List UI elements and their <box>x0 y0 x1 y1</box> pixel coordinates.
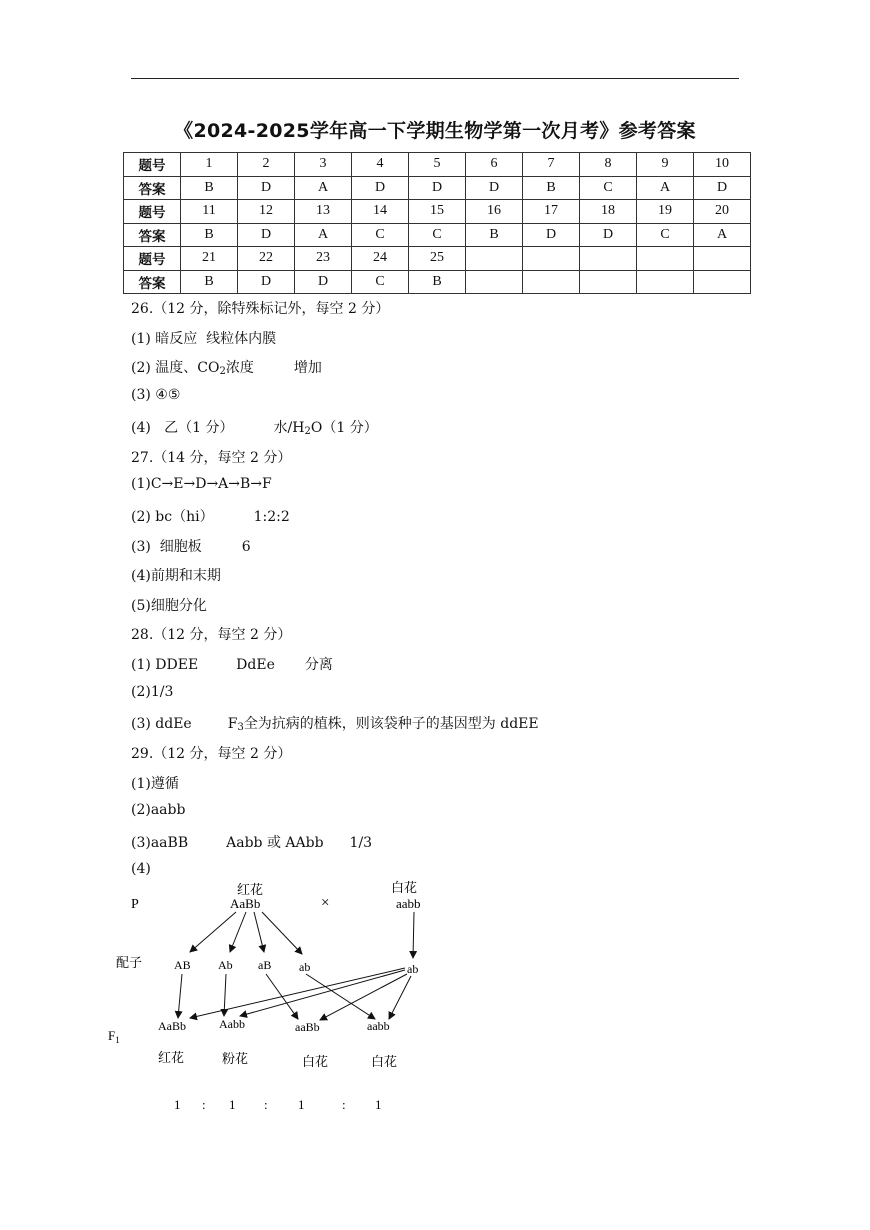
gamete-ab-parent2: ab <box>407 962 419 976</box>
question-number-cell: 3 <box>295 153 352 177</box>
genetic-cross-diagram <box>0 870 870 1130</box>
answer-cell <box>637 270 694 294</box>
question-number-cell: 16 <box>466 200 523 224</box>
ratio-3: 1 <box>298 1097 305 1112</box>
phenotype-white-2: 白花 <box>371 1054 398 1069</box>
question-number-cell: 12 <box>238 200 295 224</box>
q27-answer-5: (5)细胞分化 <box>131 598 207 614</box>
q29-answer-3: (3)aaBB Aabb 或 AAbb 1/3 <box>131 835 373 851</box>
answer-cell: B <box>181 223 238 247</box>
p-label: P <box>131 897 139 912</box>
answer-cell: D <box>466 176 523 200</box>
offspring-AaBb: AaBb <box>158 1019 186 1033</box>
q28-answer-2: (2)1/3 <box>131 684 174 700</box>
question-number-cell: 9 <box>637 153 694 177</box>
question-number-row <box>124 153 751 177</box>
answer-cell: B <box>466 223 523 247</box>
answer-cell <box>523 270 580 294</box>
red-flower-label: 红花 <box>237 882 264 897</box>
f1-label: $F_1$ <box>108 1028 120 1045</box>
answer-cell: C <box>409 223 466 247</box>
question-number-cell: 5 <box>409 153 466 177</box>
answer-cell: C <box>352 223 409 247</box>
answer-cell: D <box>238 270 295 294</box>
ratio-colon-3: : <box>342 1097 346 1112</box>
phenotype-white-1: 白花 <box>302 1054 329 1069</box>
question-number-cell: 17 <box>523 200 580 224</box>
ratio-4: 1 <box>375 1097 382 1112</box>
answer-table <box>123 152 751 294</box>
question-number-cell: 20 <box>694 200 751 224</box>
question-number-cell: 23 <box>295 247 352 271</box>
question-number-cell: 22 <box>238 247 295 271</box>
question-number-row <box>124 200 751 224</box>
answer-cell: D <box>352 176 409 200</box>
answer-cell: B <box>181 176 238 200</box>
row-header-number: 题号 <box>124 200 181 224</box>
row-header-answer: 答案 <box>124 176 181 200</box>
answer-cell: B <box>181 270 238 294</box>
answer-row <box>124 270 751 294</box>
q29-answer-1: (1)遵循 <box>131 776 179 792</box>
answer-cell: B <box>523 176 580 200</box>
top-rule <box>131 78 739 79</box>
answer-cell: B <box>409 270 466 294</box>
question-number-cell: 15 <box>409 200 466 224</box>
question-number-cell <box>580 247 637 271</box>
q28-answer-3: (3) ddEe $F_3$全为抗病的植株，则该袋种子的基因型为 ddEE <box>131 716 539 733</box>
answer-cell: D <box>409 176 466 200</box>
answer-cell <box>580 270 637 294</box>
cross-symbol: × <box>321 895 330 911</box>
q26-answer-1: (1) 暗反应 线粒体内膜 <box>131 331 277 347</box>
q27-answer-1: (1)C→E→D→A→B→F <box>131 476 272 492</box>
question-number-cell: 25 <box>409 247 466 271</box>
q27-answer-4: (4)前期和末期 <box>131 568 221 584</box>
question-number-cell: 24 <box>352 247 409 271</box>
question-number-cell: 13 <box>295 200 352 224</box>
question-number-cell: 1 <box>181 153 238 177</box>
answer-cell: A <box>295 223 352 247</box>
q27-answer-3: (3) 细胞板 6 <box>131 539 251 555</box>
answer-cell: D <box>238 223 295 247</box>
row-header-number: 题号 <box>124 247 181 271</box>
gamete-aB: aB <box>258 958 272 972</box>
question-number-cell: 14 <box>352 200 409 224</box>
question-number-cell: 8 <box>580 153 637 177</box>
page-title: 《2024-2025学年高一下学期生物学第一次月考》参考答案 <box>174 120 696 142</box>
q27-answer-2: (2) bc（hi） 1:2:2 <box>131 509 290 525</box>
q26-answer-3: (3) ④⑤ <box>131 387 181 403</box>
question-number-cell: 2 <box>238 153 295 177</box>
ratio-colon-1: : <box>202 1097 206 1112</box>
question-number-cell: 19 <box>637 200 694 224</box>
question-number-cell: 21 <box>181 247 238 271</box>
answer-cell <box>466 270 523 294</box>
q26-answer-2: (2) 温度、$CO_2$浓度 增加 <box>131 360 322 377</box>
answer-cell: C <box>637 223 694 247</box>
phenotype-pink: 粉花 <box>222 1051 249 1066</box>
answer-cell: D <box>238 176 295 200</box>
gamete-label: 配子 <box>116 955 143 970</box>
cross-arrows <box>178 912 414 1020</box>
phenotype-red: 红花 <box>158 1050 185 1065</box>
q29-answer-4: (4) <box>131 861 151 877</box>
question-number-cell: 6 <box>466 153 523 177</box>
question-number-cell: 11 <box>181 200 238 224</box>
gamete-Ab: Ab <box>218 958 233 972</box>
answer-row <box>124 176 751 200</box>
question-number-cell: 7 <box>523 153 580 177</box>
ratio-2: 1 <box>229 1097 236 1112</box>
q27-heading: 27.（14 分，每空 2 分） <box>131 450 292 466</box>
question-number-cell <box>523 247 580 271</box>
parent1-genotype: AaBb <box>230 896 261 911</box>
answer-cell: D <box>580 223 637 247</box>
row-header-answer: 答案 <box>124 270 181 294</box>
answer-cell: D <box>523 223 580 247</box>
answer-cell: A <box>295 176 352 200</box>
offspring-aaBb: aaBb <box>295 1020 320 1034</box>
question-number-cell: 18 <box>580 200 637 224</box>
gamete-AB: AB <box>174 958 191 972</box>
parent2-genotype: aabb <box>396 896 421 911</box>
question-number-row <box>124 247 751 271</box>
answer-cell: D <box>295 270 352 294</box>
row-header-answer: 答案 <box>124 223 181 247</box>
answer-cell: D <box>694 176 751 200</box>
question-number-cell <box>466 247 523 271</box>
answer-cell <box>694 270 751 294</box>
ratio-colon-2: : <box>264 1097 268 1112</box>
answer-cell: C <box>352 270 409 294</box>
q26-heading: 26.（12 分，除特殊标记外，每空 2 分） <box>131 301 390 317</box>
answer-cell: C <box>580 176 637 200</box>
question-number-cell <box>694 247 751 271</box>
answer-cell: A <box>694 223 751 247</box>
answer-row <box>124 223 751 247</box>
question-number-cell <box>637 247 694 271</box>
gamete-ab: ab <box>299 960 311 974</box>
q26-answer-4: (4) 乙（1 分） 水$/H_2O(1$ 分） <box>131 420 378 437</box>
q29-answer-2: (2)aabb <box>131 802 186 818</box>
question-number-cell: 10 <box>694 153 751 177</box>
white-flower-label: 白花 <box>391 880 418 895</box>
offspring-aabb: aabb <box>367 1019 390 1033</box>
q29-heading: 29.（12 分，每空 2 分） <box>131 746 292 762</box>
offspring-Aabb: Aabb <box>219 1017 245 1031</box>
answer-cell: A <box>637 176 694 200</box>
row-header-number: 题号 <box>124 153 181 177</box>
q28-heading: 28.（12 分，每空 2 分） <box>131 627 292 643</box>
ratio-1: 1 <box>174 1097 181 1112</box>
q28-answer-1: (1) DDEE DdEe 分离 <box>131 657 333 673</box>
question-number-cell: 4 <box>352 153 409 177</box>
